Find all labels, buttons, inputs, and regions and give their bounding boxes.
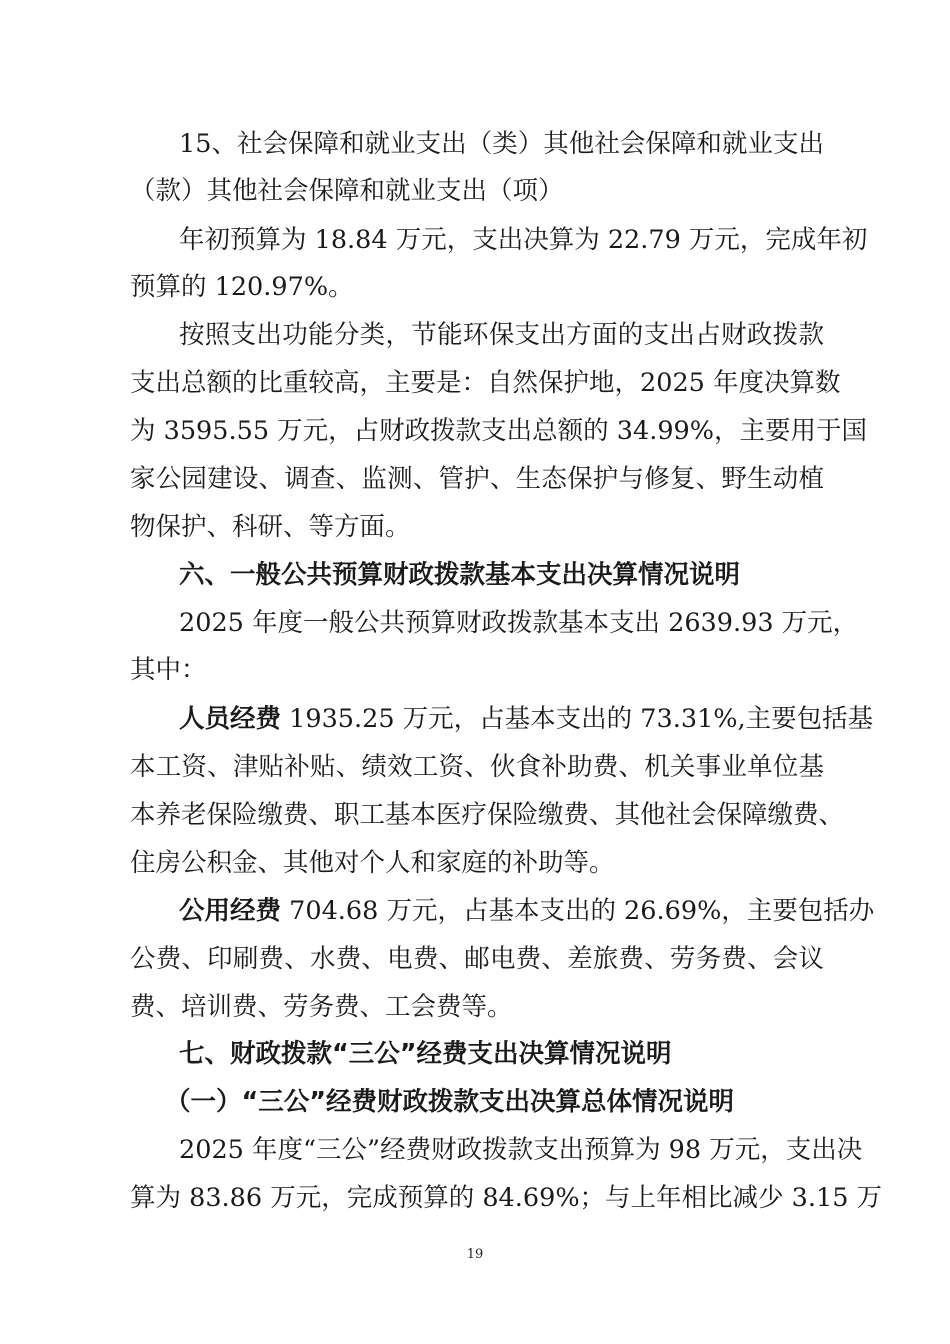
- paragraph-line: 算为 83.86 万元，完成预算的 84.69%；与上年相比减少 3.15 万: [130, 1183, 883, 1213]
- personnel-expense-text: 1935.25 万元，占基本支出的 73.31%,主要包括基: [289, 704, 874, 734]
- paragraph-line: 预算的 120.97%。: [130, 272, 354, 302]
- paragraph-line: 物保护、科研、等方面。: [130, 512, 411, 542]
- paragraph-line: 为 3595.55 万元，占财政拨款支出总额的 34.99%，主要用于国: [130, 416, 867, 446]
- paragraph-line: 本养老保险缴费、职工基本医疗保险缴费、其他社会保障缴费、: [130, 800, 845, 830]
- paragraph-line: 家公园建设、调查、监测、管护、生态保护与修复、野生动植: [130, 464, 824, 494]
- paragraph-line: 住房公积金、其他对个人和家庭的补助等。: [130, 848, 615, 878]
- paragraph-line: 2025 年度一般公共预算财政拨款基本支出 2639.93 万元，: [179, 608, 859, 638]
- public-expense-label: 公用经费: [179, 896, 282, 926]
- paragraph-line: 费、培训费、劳务费、工会费等。: [130, 992, 513, 1022]
- paragraph-line: 2025 年度“三公”经费财政拨款支出预算为 98 万元，支出决: [179, 1135, 863, 1165]
- paragraph-line: 其中：: [130, 655, 207, 685]
- personnel-expense-label: 人员经费: [179, 704, 282, 734]
- section-heading: 六、一般公共预算财政拨款基本支出决算情况说明: [179, 560, 741, 590]
- paragraph-line: 15、社会保障和就业支出（类）其他社会保障和就业支出: [179, 129, 824, 159]
- subsection-heading: （一）“三公”经费财政拨款支出决算总体情况说明: [165, 1087, 735, 1117]
- page-number: 19: [466, 1247, 484, 1262]
- paragraph-line: 公费、印刷费、水费、电费、邮电费、差旅费、劳务费、会议: [130, 944, 824, 974]
- paragraph-line: [179, 702, 874, 736]
- public-expense-text: 704.68 万元，占基本支出的 26.69%，主要包括办: [289, 896, 875, 926]
- paragraph-line: 年初预算为 18.84 万元，支出决算为 22.79 万元，完成年初: [179, 225, 868, 255]
- paragraph-line: [179, 894, 875, 928]
- paragraph-line: 支出总额的比重较高，主要是：自然保护地，2025 年度决算数: [130, 368, 841, 398]
- paragraph-line: （款）其他社会保障和就业支出（项）: [130, 176, 564, 206]
- section-heading: 七、财政拨款“三公”经费支出决算情况说明: [179, 1039, 672, 1069]
- paragraph-line: 按照支出功能分类，节能环保支出方面的支出占财政拨款: [179, 320, 824, 350]
- paragraph-line: 本工资、津贴补贴、绩效工资、伙食补助费、机关事业单位基: [130, 752, 824, 782]
